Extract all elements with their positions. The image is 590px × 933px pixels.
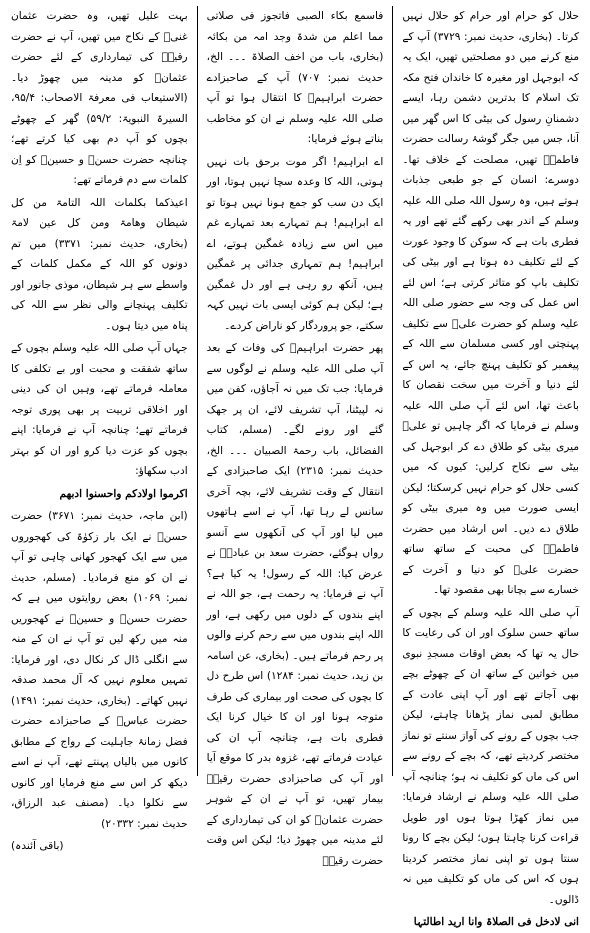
column-divider: [392, 6, 393, 776]
to-be-continued: (باقی آئندہ): [10, 840, 64, 852]
column-middle: [202, 6, 389, 867]
paragraph: بہت علیل تھیں، وہ حضرت عثمان غنیؓ کے نکاح میں تھیں، آپ نے حضرت رقیہؓ کی تیمارداری کے لئے حضرت عثمانؓ کو مدینہ میں چھوڑ دیا۔ (الاستیعاب فی معرفۃ الاصحاب: ۹۵/۴، السیرۃ النبویۃ: ۵۹/۲) گھر کے چھوٹے بچوں کو آپ دم بھی کیا کرتے تھے؛ چنانچہ حضرت حسنؓ و حسینؓ کو اِن کلمات سے دم فرماتے تھے:: [10, 10, 188, 186]
paragraph: اعیذکما بکلمات اللہ التامۃ من کل شیطان وھامۃ ومن کل عین لامۃ (بخاری، حدیث نمبر: ۳۳۷۱) میں تم دونوں کو اللہ کے مکمل کلمات کے واسطے سے ہر شیطان، موذی جانور اور تکلیف پہنچانے والی نظر سے اللہ کی پناہ میں دیتا ہوں۔: [10, 196, 188, 332]
paragraph: فاسمع بکاء الصبی فاتجوز فی صلاتی مما اعلم من شدۃ وجد امہ من بکائہ (بخاری، باب من اخف الصلاۃ ۔۔۔ الخ، حدیث نمبر: ۷۰۷) آپ کے صاحبزادے حضرت ابراہیمؓ کا انتقال ہوا تو آپ صلی اللہ علیہ وسلم نے ان کو مخاطب بناتے ہوئے فرمایا:: [206, 10, 384, 145]
paragraph: آپ صلی اللہ علیہ وسلم کے بچوں کے ساتھ حسن سلوک اور ان کی رعایت کا حال یہ تھا کہ بعض اوقات مسجدِ نبوی میں خواتین کے ساتھ ان کے چھوٹے بچے بھی آجاتے تھے اور آپ اپنی عادت کے مطابق لمبی نماز پڑھانا چاہتے، لیکن جب بچوں کے رونے کی آواز سنتے تو نماز مختصر کردیتے تھے، کہ بچے کے رونے سے اس کی ماں کو تکلیف نہ ہو؛ چنانچہ آپ صلی اللہ علیہ وسلم نے ارشاد فرمایا: میں نماز کھڑا ہوتا ہوں اور طویل قراءت کرنا چاہتا ہوں؛ لیکن بچے کا رونا سنتا ہوں تو اپنی نماز مختصر کردیتا ہوں کہ اس کی ماں کو تکلیف میں نہ ڈالوں۔: [402, 606, 579, 906]
paragraph: (ابن ماجہ، حدیث نمبر: ۳۶۷۱) حضرت حسنؓ نے ایک بار زکوٰۃ کی کھجوروں میں سے ایک کھجور کھانی چاہی تو آپ نے ان کو منع فرمادیا۔ (مسلم، حدیث نمبر: ۱۰۶۹) بعض روایتوں میں ہے کہ حضرت حسنؓ و حسینؓ نے کھجوریں منہ میں رکھ لیں تو آپ نے ان کے منہ سے انگلی ڈال کر نکال دی، اور فرمایا: تمہیں معلوم نہیں کہ آل محمد صدقہ نہیں کھاتے۔ (بخاری، حدیث نمبر: ۱۴۹۱) حضرت عباسؓ کے صاحبزادے حضرت فضل زمانۂ جاہلیت کے رواج کے مطابق کانوں میں بالیاں پہنتے تھے، آپ نے اسے دیکھ کر اس سے منع فرمایا اور کانوں سے نکلوا دیا۔ (مصنف عبد الرزاق، حدیث نمبر: ۲۰۳۳۲): [10, 510, 188, 830]
paragraph: حلال کو حرام اور حرام کو حلال نہیں کرتا۔ (بخاری، حدیث نمبر: ۳۷۲۹) آپ کے منع کرنے میں دو مصلحتیں تھیں، ایک یہ کہ ابوجہل اور مغیرہ کا خاندان فتح مکہ تک اسلام کا بدترین دشمن رہا، ایسے دشمنانِ رسول کی بیٹی کا اس گھر میں آنا، جس میں جگر گوشۂ رسالت حضرت فاطمہؓ تھیں، مصلحت کے خلاف تھا۔ دوسرے: انسان کے جو طبعی جذبات ہوتے ہیں، وہ رسول اللہ صلی اللہ علیہ وسلم کے اندر بھی رکھے گئے تھے اور یہ فطری بات ہے کہ سوکن کا وجود عورت کے لئے تکلیف دہ ہوتا ہے اور بیٹی کی تکلیف باپ کو متاثر کرتی ہے؛ اس لئے اس عمل کی وجہ سے حضور صلی اللہ علیہ وسلم کو حضرت علیؓ سے تکلیف پہنچتی اور کسی مسلمان سے اللہ کے پیغمبر کو تکلیف پہنچ جائے، یہ اس کے لئے دنیا و آخرت میں سخت نقصان کا باعث تھا، اس لئے آپ صلی اللہ علیہ وسلم نے فرمایا کہ اگر چاہیں تو علیؓ میری بیٹی کو طلاق دے کر ابوجہل کی بیٹی سے نکاح کرلیں: کیوں کہ میں کسی حلال کو حرام نہیں کرسکتا؛ لیکن ایسی صورت میں وہ میری بیٹی کو طلاق دے دیں۔ اس ارشاد میں حضرت فاطمہؓ کی محبت کے ساتھ ساتھ حضرت علیؓ کو دنیا و آخرت کے خسارے سے بچانا بھی مقصود تھا۔: [402, 10, 579, 596]
column-divider: [197, 6, 198, 776]
paragraph: اے ابراہیم! اگر موت برحق بات نہیں ہوتی، اللہ کا وعدہ سچا نہیں ہوتا، اور ایک دن سب کو جمع ہونا نہیں ہوتا تو اے ابراہیم! ہم تمہارے بعد تمہارے غم میں اس سے زیادہ غمگین ہوتے، اے ابراہیم! ہم تمہاری جدائی پر غمگین ہیں، آنکھ رو رہی ہے اور دل غمگین ہے؛ لیکن ہم کوئی ایسی بات نہیں کہہ سکتے، جو پروردگار کو ناراض کردے۔: [206, 155, 384, 332]
column-right: [397, 6, 584, 928]
paragraph: پھر حضرت ابراہیمؓ کی وفات کے بعد آپ صلی اللہ علیہ وسلم نے لوگوں سے فرمایا: جب تک میں نہ آجاؤں، کفن میں نہ لپیٹنا، آپ تشریف لائے، ان پر جھک گئے اور رونے لگے۔ (مسلم، کتاب الفضائل، باب رحمۃ الصبیان ۔۔۔ الخ، حدیث نمبر: ۲۳۱۵) ایک صاحبزادی کے انتقال کے وقت تشریف لائے، بچہ آخری سانس لے رہا تھا، آپ نے اسے ہاتھوں میں لیا اور آپ کی آنکھوں سے آنسو رواں ہوگئے، حضرت سعد بن عبادہؓ نے عرض کیا: اللہ کے رسول! یہ کیا ہے؟ آپ نے فرمایا: یہ رحمت ہے، جو اللہ نے اپنے بندوں کے دلوں میں رکھی ہے، اور اللہ اپنے بندوں میں سے رحم کرنے والوں پر رحم فرماتے ہیں۔ (بخاری، عن اسامہ بن زید، حدیث نمبر: ۱۲۸۴) اس طرح دل کا بچوں کی صحت اور بیماری کی طرف متوجہ ہونا اور ان کا خیال کرنا ایک فطری بات ہے، چنانچہ آپ ان کی عیادت فرماتے تھے، غزوہ بدر کا موقع آیا اور آپ کی صاحبزادی حضرت رقیہؓ بیمار تھیں، تو آپ نے ان کے شوہر حضرت عثمانؓ کو ان کی تیمارداری کے لئے مدینہ میں چھوڑ دیا؛ لیکن اس وقت حضرت رقیہؓ: [206, 342, 384, 867]
paragraph: جہاں آپ صلی اللہ علیہ وسلم بچوں کے ساتھ شفقت و محبت اور بے تکلفی کا معاملہ فرماتے تھے، وہیں ان کی دینی اور اخلاقی تربیت پر بھی پوری توجہ فرماتے تھے؛ چنانچہ آپ نے فرمایا: اپنے بچوں کو عزت دیا کرو اور ان کو بہتر ادب سکھاؤ:: [10, 342, 188, 477]
arabic-quote: انی لادخل فی الصلاۃ وانا ارید اطالتہا: [413, 916, 579, 928]
column-left: [6, 6, 193, 852]
arabic-quote: اکرموا اولادکم واحسنوا ادبھم: [59, 487, 188, 500]
